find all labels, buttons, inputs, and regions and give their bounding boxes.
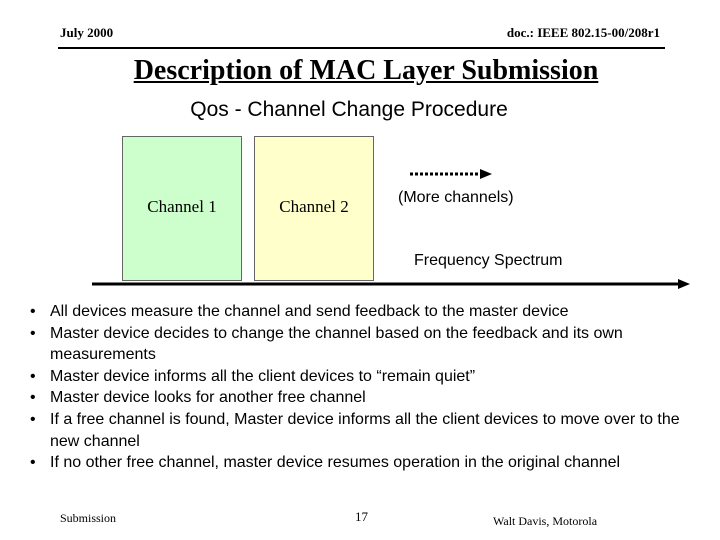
channel-2-label: Channel 2 bbox=[279, 197, 349, 216]
footer-author: Walt Davis, Motorola bbox=[493, 514, 598, 528]
frequency-axis-arrow-icon bbox=[92, 278, 690, 290]
bullet-item bbox=[26, 409, 686, 452]
header-doc-id: doc.: IEEE 802.15-00/208r1 bbox=[506, 25, 660, 40]
bullet-list bbox=[26, 301, 686, 474]
footer-submission: Submission bbox=[60, 511, 117, 525]
bullet-item bbox=[26, 301, 686, 323]
bullet-dot: • bbox=[30, 454, 36, 472]
bullet-dot: • bbox=[30, 303, 36, 320]
bullet-text: Master device looks for another free channel bbox=[50, 389, 366, 407]
bullet-dot: • bbox=[30, 367, 36, 385]
header-rule bbox=[58, 47, 665, 49]
bullet-dot: • bbox=[30, 410, 36, 428]
bullet-item bbox=[26, 452, 686, 474]
slide-subtitle: Qos - Channel Change Procedure bbox=[190, 98, 508, 121]
bullet-text: Master device informs all the client devices to “remain quiet” bbox=[50, 367, 476, 385]
frequency-spectrum-label: Frequency Spectrum bbox=[414, 252, 563, 269]
footer-page-number: 17 bbox=[355, 509, 368, 524]
more-channels-label: (More channels) bbox=[398, 189, 514, 206]
bullet-dot: • bbox=[30, 389, 36, 407]
bullet-text: If no other free channel, master device resumes operation in the original channel bbox=[50, 454, 621, 472]
more-channels-arrow-icon bbox=[410, 168, 492, 180]
bullet-text: If a free channel is found, Master device informs all the client devices to move over to the new channel bbox=[50, 410, 680, 450]
slide-title: Description of MAC Layer Submission bbox=[133, 55, 599, 86]
channel-1-label: Channel 1 bbox=[147, 197, 217, 216]
channel-2-box bbox=[254, 136, 374, 281]
channel-1-box bbox=[122, 136, 242, 281]
header-date: July 2000 bbox=[60, 25, 114, 40]
bullet-text: All devices measure the channel and send feedback to the master device bbox=[50, 303, 569, 320]
bullet-dot: • bbox=[30, 324, 36, 342]
bullet-item bbox=[26, 366, 686, 388]
bullet-item bbox=[26, 323, 686, 366]
bullet-item bbox=[26, 387, 686, 409]
bullet-text: Master device decides to change the channel based on the feedback and its own measurements bbox=[50, 324, 623, 364]
